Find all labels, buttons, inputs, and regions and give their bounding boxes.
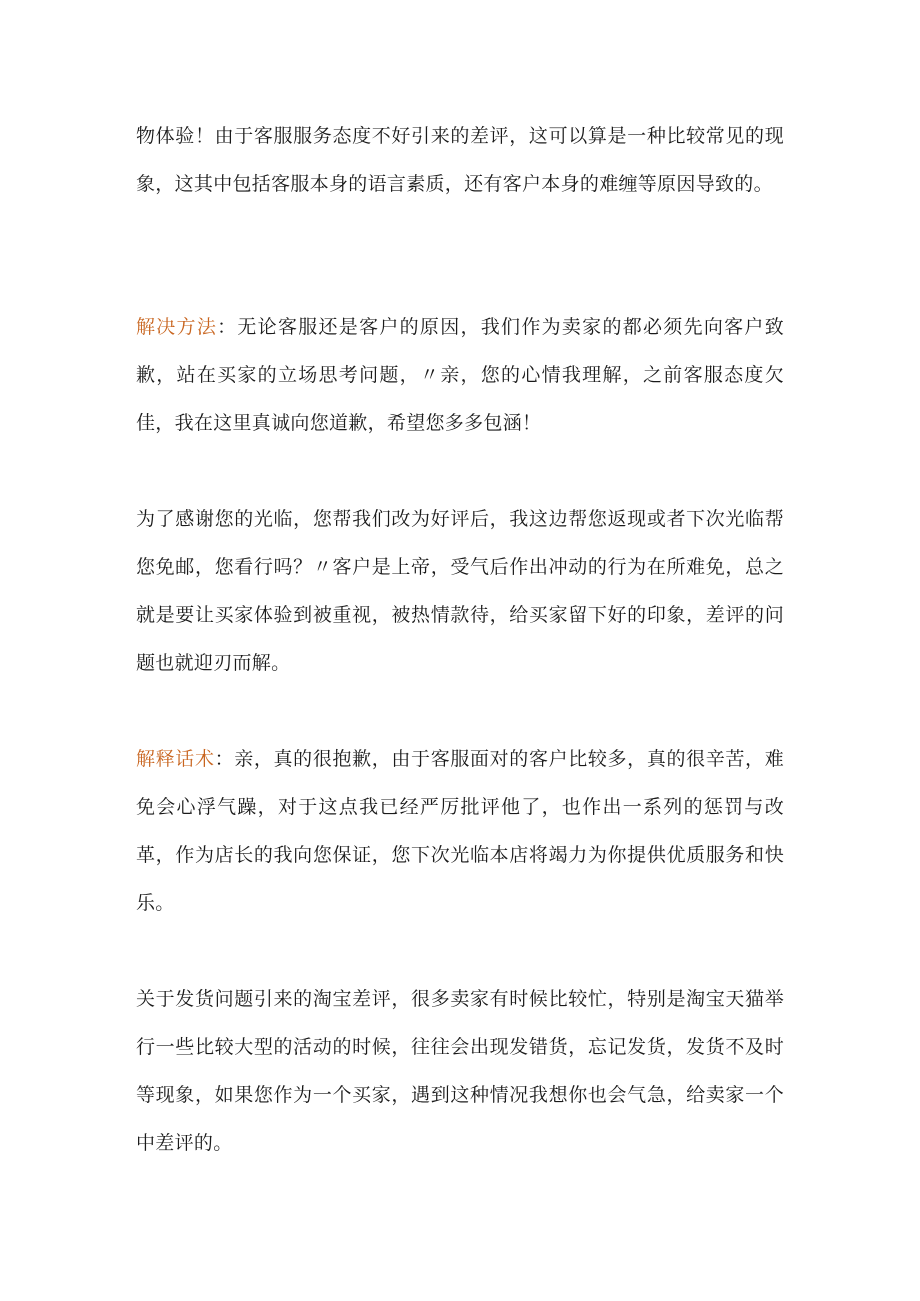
paragraph-3-text: 为了感谢您的光临，您帮我们改为好评后，我这边帮您返现或者下次光临帮您免邮，您看行吗？〃客户是上帝，受气后作出冲动的行为在所难免，总之就是要让买家体验到被重视，被热情款待，给买家留下好的印象，差评的问题也就迎刃而解。	[136, 508, 784, 674]
paragraph-5-text: 关于发货问题引来的淘宝差评，很多卖家有时候比较忙，特别是淘宝天猫举行一些比较大型的活动的时候，往往会出现发错货，忘记发货，发货不及时等现象，如果您作为一个买家，遇到这种情况我想你也会气急，给卖家一个中差评的。	[136, 988, 784, 1154]
paragraph-1	[136, 112, 784, 208]
paragraph-1-text: 物体验！由于客服服务态度不好引来的差评，这可以算是一种比较常见的现象，这其中包括客服本身的语言素质，还有客户本身的难缠等原因导致的。	[136, 125, 784, 195]
paragraph-5	[136, 975, 784, 1167]
paragraph-2	[136, 303, 784, 447]
explanation-script-label: 解释话术	[136, 748, 215, 770]
solution-method-label: 解决方法	[136, 316, 218, 338]
paragraph-2-text: ：无论客服还是客户的原因，我们作为卖家的都必须先向客户致歉，站在买家的立场思考问题，〃亲，您的心情我理解，之前客服态度欠佳，我在这里真诚向您道歉，希望您多多包涵！	[136, 316, 784, 434]
paragraph-3	[136, 495, 784, 687]
paragraph-4-text: ：亲，真的很抱歉，由于客服面对的客户比较多，真的很辛苦，难免会心浮气躁，对于这点我已经严厉批评他了，也作出一系列的惩罚与改革，作为店长的我向您保证，您下次光临本店将竭力为你提供优质服务和快乐。	[136, 748, 785, 914]
paragraph-4	[136, 735, 784, 927]
